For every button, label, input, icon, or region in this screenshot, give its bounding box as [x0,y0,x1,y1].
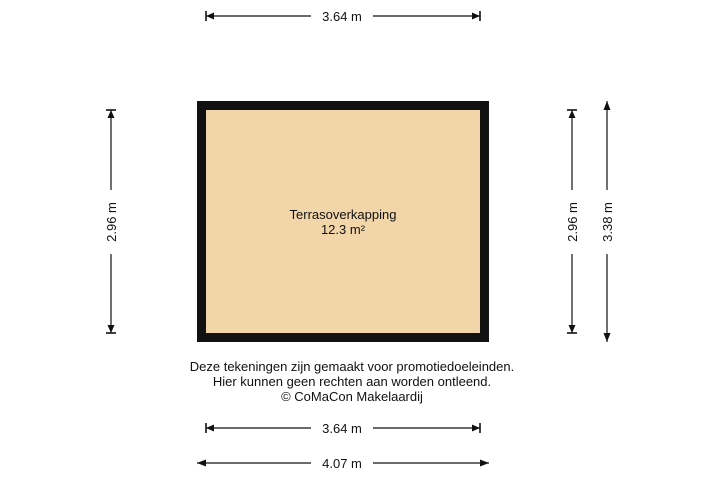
dimension-right-inner-height [565,110,580,333]
dimension-bottom-inner-width-label: 3.64 m [322,421,362,436]
dimension-right-inner-height-label: 2.96 m [565,202,580,242]
dimension-left-height-label: 2.96 m [104,202,119,242]
disclaimer-line-2: Hier kunnen geen rechten aan worden ontleend. [212,374,492,389]
disclaimer [190,359,514,404]
room-area: 12.3 m² [320,222,366,237]
room-name: Terrasoverkapping [289,207,397,222]
disclaimer-line-3: © CoMaCon Makelaardij [281,389,423,404]
dimension-top-width-label: 3.64 m [322,9,362,24]
dimension-top-width [206,9,480,24]
dimension-right-outer-height-label: 3.38 m [600,202,615,242]
dimension-bottom-outer-width [197,456,489,471]
room-terrasoverkapping [197,101,489,342]
dimension-left-height [104,110,119,333]
dimension-bottom-inner-width [206,421,480,436]
dimension-bottom-outer-width-label: 4.07 m [322,456,362,471]
disclaimer-line-1: Deze tekeningen zijn gemaakt voor promotiedoeleinden. [189,359,515,374]
dimension-right-outer-height [600,101,615,342]
